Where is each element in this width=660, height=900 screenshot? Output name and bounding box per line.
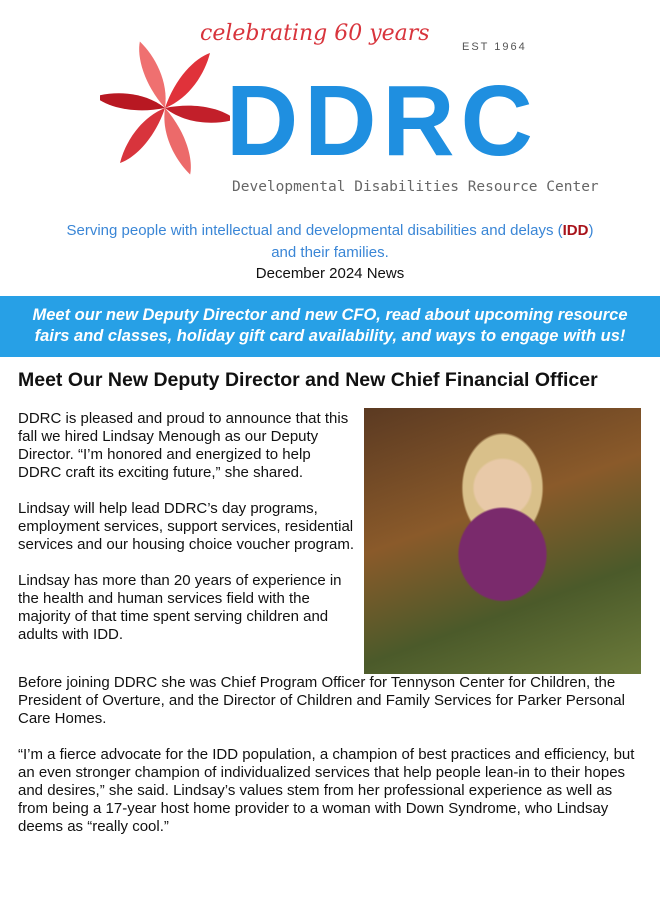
article-intro <box>18 410 354 674</box>
article-title: Meet Our New Deputy Director and New Chief Financial Officer <box>18 369 598 391</box>
ddrc-full-name: Developmental Disabilities Resource Center <box>232 179 599 195</box>
ddrc-wordmark: DDRC <box>226 65 539 177</box>
tagline-line2: and their families. <box>271 244 389 261</box>
tagline-part1: Serving people with intellectual and developmental disabilities and delays ( <box>66 222 563 239</box>
paragraph: Before joining DDRC she was Chief Program Officer for Tennyson Center for Children, the President of Overture, and the Director of Children and Family Services for Parker Personal Care Homes. <box>18 674 625 727</box>
issue-date: December 2024 News <box>255 265 405 282</box>
celebrating-text: celebrating 60 years <box>200 21 430 46</box>
ddrc-logo <box>0 0 660 210</box>
summary-banner: Meet our new Deputy Director and new CFO, read about upcoming resource fairs and classes, holiday gift card availability, and ways to engage with us! <box>0 296 660 357</box>
article-body <box>18 674 642 836</box>
tagline <box>0 220 660 264</box>
paragraph: Lindsay has more than 20 years of experience in the health and human services field with the majority of that time spent serving children and adults with IDD. <box>18 572 342 643</box>
portrait-photo <box>364 408 641 674</box>
pinwheel-icon <box>100 38 230 178</box>
tagline-part2: ) <box>588 222 594 239</box>
paragraph: Lindsay will help lead DDRC’s day programs, employment services, support services, residential services and our housing choice voucher program. <box>18 500 355 553</box>
est-text: EST 1964 <box>462 41 527 53</box>
paragraph: DDRC is pleased and proud to announce that this fall we hired Lindsay Menough as our Deputy Director. “I’m honored and energized to help DDRC craft its exciting future,” she shared. <box>18 410 349 481</box>
paragraph: “I’m a fierce advocate for the IDD population, a champion of best practices and efficiency, but an even stronger champion of individualized services that help people lean-in to their hopes and desires,” she said. Lindsay’s values stem from her professional experience as well as from being a 17-year host home provider to a woman with Down Syndrome, who Lindsay deems as “really cool.” <box>18 746 635 835</box>
tagline-idd: IDD <box>562 222 589 239</box>
